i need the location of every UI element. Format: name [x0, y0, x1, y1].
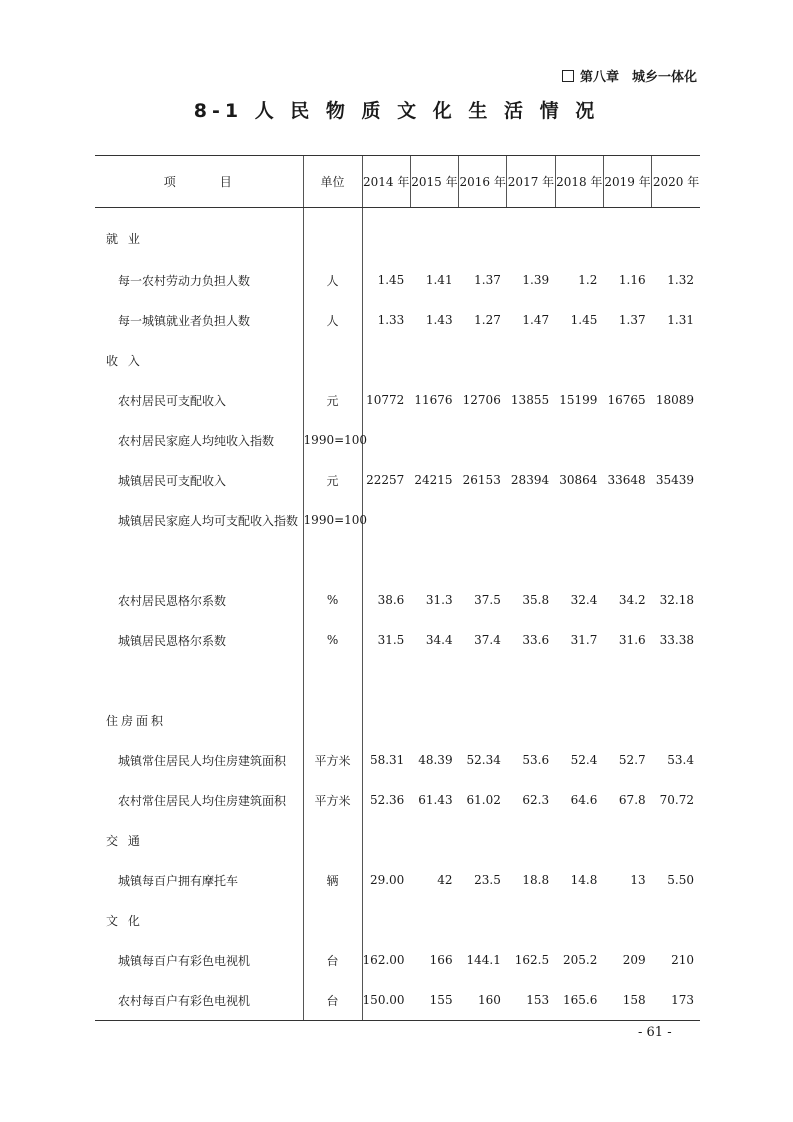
value-cell: 35.8 [522, 593, 550, 607]
value-cell [459, 500, 507, 540]
value-cell [362, 420, 410, 460]
table-body [95, 208, 700, 1021]
value-cell [652, 208, 700, 261]
value-cell: 38.6 [377, 593, 405, 607]
value-cell [362, 700, 410, 740]
category-row [95, 340, 700, 380]
table-row [95, 860, 700, 900]
unit-cell: 元 [303, 460, 362, 500]
value-cell: 15199 [559, 393, 598, 407]
value-cell [507, 420, 555, 460]
row-label: 农村居民可支配收入 [118, 393, 227, 408]
column-header-year: 2014 年 [362, 156, 410, 208]
value-cell: 32.4 [570, 593, 598, 607]
unit-cell: 人 [303, 260, 362, 300]
category-row [95, 820, 700, 860]
value-cell: 10772 [366, 393, 405, 407]
category-label: 文 化 [106, 913, 143, 928]
chapter-header [562, 66, 697, 85]
unit-cell [303, 700, 362, 740]
value-cell: 18.8 [522, 873, 550, 887]
chapter-title: 第八章 城乡一体化 [579, 70, 697, 85]
table-row [95, 580, 700, 620]
unit-cell [303, 340, 362, 380]
value-cell: 30864 [559, 473, 598, 487]
spacer-row [95, 540, 700, 580]
value-cell: 155 [410, 980, 458, 1021]
row-label: 每一农村劳动力负担人数 [118, 273, 251, 288]
unit-cell: 辆 [303, 860, 362, 900]
value-cell [603, 500, 651, 540]
value-cell: 12706 [462, 393, 501, 407]
value-cell: 162.5 [514, 953, 550, 967]
value-cell: 31.6 [618, 633, 646, 647]
value-cell: 1.32 [667, 273, 694, 287]
unit-cell: 台 [303, 940, 362, 980]
row-label: 每一城镇就业者负担人数 [118, 313, 251, 328]
category-label: 收 入 [106, 353, 143, 368]
column-header-year: 2015 年 [410, 156, 458, 208]
value-cell [555, 820, 603, 860]
unit-cell: 平方米 [303, 780, 362, 820]
unit-cell: 元 [303, 380, 362, 420]
unit-cell [303, 208, 362, 261]
table-header-row [95, 156, 700, 208]
value-cell: 165.6 [555, 980, 603, 1021]
page-number: - 61 - [638, 1025, 672, 1040]
table-row [95, 940, 700, 980]
row-label: 城镇居民恩格尔系数 [118, 633, 227, 648]
value-cell: 31.7 [570, 633, 598, 647]
value-cell: 166 [429, 953, 453, 967]
category-label: 住房面积 [106, 713, 167, 728]
unit-cell: 人 [303, 300, 362, 340]
value-cell: 1.2 [578, 273, 598, 287]
spacer-cell [303, 660, 362, 700]
table-row [95, 420, 700, 460]
value-cell [555, 900, 603, 940]
value-cell: 61.02 [466, 793, 501, 807]
value-cell: 209 [622, 953, 646, 967]
table-row [95, 380, 700, 420]
value-cell: 52.7 [618, 753, 646, 767]
statistics-table [95, 155, 700, 1021]
value-cell: 52.36 [369, 793, 405, 807]
value-cell: 1.47 [522, 313, 550, 327]
value-cell: 35439 [655, 473, 694, 487]
table-row [95, 260, 700, 300]
value-cell: 58.31 [369, 753, 405, 767]
category-row [95, 208, 700, 261]
value-cell [362, 340, 410, 380]
column-header-unit: 单位 [303, 156, 362, 208]
row-label: 城镇居民家庭人均可支配收入指数 [118, 513, 299, 528]
value-cell [459, 700, 507, 740]
value-cell: 1.33 [377, 313, 405, 327]
category-row [95, 700, 700, 740]
value-cell [652, 420, 700, 460]
value-cell [555, 420, 603, 460]
unit-cell [303, 900, 362, 940]
value-cell [410, 500, 458, 540]
value-cell [555, 500, 603, 540]
value-cell: 162.00 [362, 953, 405, 967]
value-cell: 53.6 [522, 753, 550, 767]
value-cell [603, 820, 651, 860]
value-cell: 150.00 [362, 980, 410, 1021]
value-cell [459, 208, 507, 261]
value-cell: 13 [630, 873, 646, 887]
value-cell [603, 208, 651, 261]
value-cell: 1.45 [377, 273, 405, 287]
value-cell: 18089 [655, 393, 694, 407]
column-header-year: 2016 年 [459, 156, 507, 208]
value-cell: 67.8 [618, 793, 646, 807]
value-cell: 24215 [414, 473, 453, 487]
value-cell [459, 820, 507, 860]
value-cell: 173 [652, 980, 700, 1021]
value-cell [410, 208, 458, 261]
column-header-year: 2018 年 [555, 156, 603, 208]
value-cell [362, 820, 410, 860]
table-row [95, 500, 700, 540]
value-cell: 64.6 [570, 793, 598, 807]
value-cell: 160 [459, 980, 507, 1021]
column-header-item: 项 目 [95, 156, 303, 208]
value-cell: 53.4 [667, 753, 694, 767]
row-label: 城镇居民可支配收入 [118, 473, 227, 488]
value-cell: 33.38 [659, 633, 694, 647]
value-cell [555, 208, 603, 261]
value-cell: 14.8 [570, 873, 598, 887]
value-cell [603, 420, 651, 460]
value-cell: 37.4 [474, 633, 501, 647]
value-cell: 210 [671, 953, 694, 967]
spacer-cell [303, 540, 362, 580]
value-cell: 1.45 [570, 313, 598, 327]
value-cell: 29.00 [369, 873, 405, 887]
value-cell: 5.50 [667, 873, 694, 887]
row-label: 农村居民恩格尔系数 [118, 593, 227, 608]
unit-cell: 平方米 [303, 740, 362, 780]
table-row [95, 620, 700, 660]
value-cell [555, 700, 603, 740]
value-cell [362, 900, 410, 940]
value-cell: 1.31 [667, 313, 694, 327]
value-cell: 11676 [414, 393, 453, 407]
value-cell: 37.5 [474, 593, 501, 607]
value-cell [652, 340, 700, 380]
table-row [95, 980, 700, 1021]
category-label: 交 通 [106, 833, 143, 848]
unit-cell: % [303, 620, 362, 660]
value-cell: 61.43 [418, 793, 453, 807]
row-label: 农村每百户有彩色电视机 [95, 980, 303, 1021]
value-cell [410, 700, 458, 740]
value-cell: 1.37 [474, 273, 501, 287]
spacer-cell [362, 660, 700, 700]
value-cell [410, 340, 458, 380]
unit-cell: 1990=100 [303, 500, 362, 540]
value-cell [652, 820, 700, 860]
value-cell: 28394 [510, 473, 550, 487]
spacer-row [95, 660, 700, 700]
value-cell: 34.2 [618, 593, 646, 607]
value-cell [507, 500, 555, 540]
table-row [95, 740, 700, 780]
value-cell: 144.1 [466, 953, 501, 967]
table-row [95, 460, 700, 500]
value-cell: 48.39 [418, 753, 453, 767]
value-cell: 31.5 [377, 633, 405, 647]
value-cell: 31.3 [425, 593, 453, 607]
value-cell [507, 820, 555, 860]
row-label: 农村居民家庭人均纯收入指数 [118, 433, 275, 448]
value-cell: 33648 [607, 473, 646, 487]
unit-cell [303, 820, 362, 860]
row-label: 农村常住居民人均住房建筑面积 [118, 793, 287, 808]
value-cell [603, 700, 651, 740]
value-cell [507, 700, 555, 740]
value-cell: 1.39 [522, 273, 550, 287]
value-cell: 70.72 [659, 793, 694, 807]
value-cell [507, 340, 555, 380]
value-cell [507, 208, 555, 261]
square-icon [562, 70, 574, 82]
value-cell: 1.16 [618, 273, 646, 287]
value-cell: 52.34 [466, 753, 501, 767]
unit-cell: 台 [303, 980, 362, 1021]
value-cell [410, 420, 458, 460]
value-cell: 1.41 [425, 273, 453, 287]
unit-cell: 1990=100 [303, 420, 362, 460]
value-cell [410, 820, 458, 860]
table-row [95, 780, 700, 820]
value-cell [410, 900, 458, 940]
spacer-cell [95, 540, 303, 580]
value-cell [555, 340, 603, 380]
value-cell: 16765 [607, 393, 646, 407]
row-label: 城镇每百户拥有摩托车 [118, 873, 239, 888]
value-cell: 1.37 [618, 313, 646, 327]
value-cell: 62.3 [522, 793, 550, 807]
value-cell [459, 900, 507, 940]
spacer-cell [362, 540, 700, 580]
value-cell [603, 900, 651, 940]
value-cell: 34.4 [425, 633, 453, 647]
category-row [95, 900, 700, 940]
category-label: 就 业 [106, 231, 143, 246]
value-cell [362, 500, 410, 540]
column-header-year: 2019 年 [603, 156, 651, 208]
value-cell: 153 [507, 980, 555, 1021]
value-cell: 205.2 [563, 953, 598, 967]
value-cell: 33.6 [522, 633, 550, 647]
value-cell [652, 700, 700, 740]
value-cell [652, 900, 700, 940]
value-cell [362, 208, 410, 261]
value-cell: 158 [603, 980, 651, 1021]
value-cell: 26153 [462, 473, 501, 487]
column-header-year: 2017 年 [507, 156, 555, 208]
unit-cell: % [303, 580, 362, 620]
column-header-year: 2020 年 [652, 156, 700, 208]
value-cell [603, 340, 651, 380]
value-cell: 52.4 [570, 753, 598, 767]
page-title: 8-1 人 民 物 质 文 化 生 活 情 况 [193, 100, 600, 122]
value-cell: 22257 [366, 473, 405, 487]
value-cell: 1.27 [474, 313, 501, 327]
value-cell [459, 340, 507, 380]
value-cell [459, 420, 507, 460]
value-cell: 42 [437, 873, 453, 887]
value-cell [507, 900, 555, 940]
value-cell: 1.43 [425, 313, 453, 327]
value-cell: 13855 [510, 393, 550, 407]
row-label: 城镇每百户有彩色电视机 [118, 953, 251, 968]
spacer-cell [95, 660, 303, 700]
value-cell: 32.18 [659, 593, 694, 607]
row-label: 城镇常住居民人均住房建筑面积 [118, 753, 287, 768]
value-cell [652, 500, 700, 540]
value-cell: 23.5 [474, 873, 501, 887]
table-row [95, 300, 700, 340]
